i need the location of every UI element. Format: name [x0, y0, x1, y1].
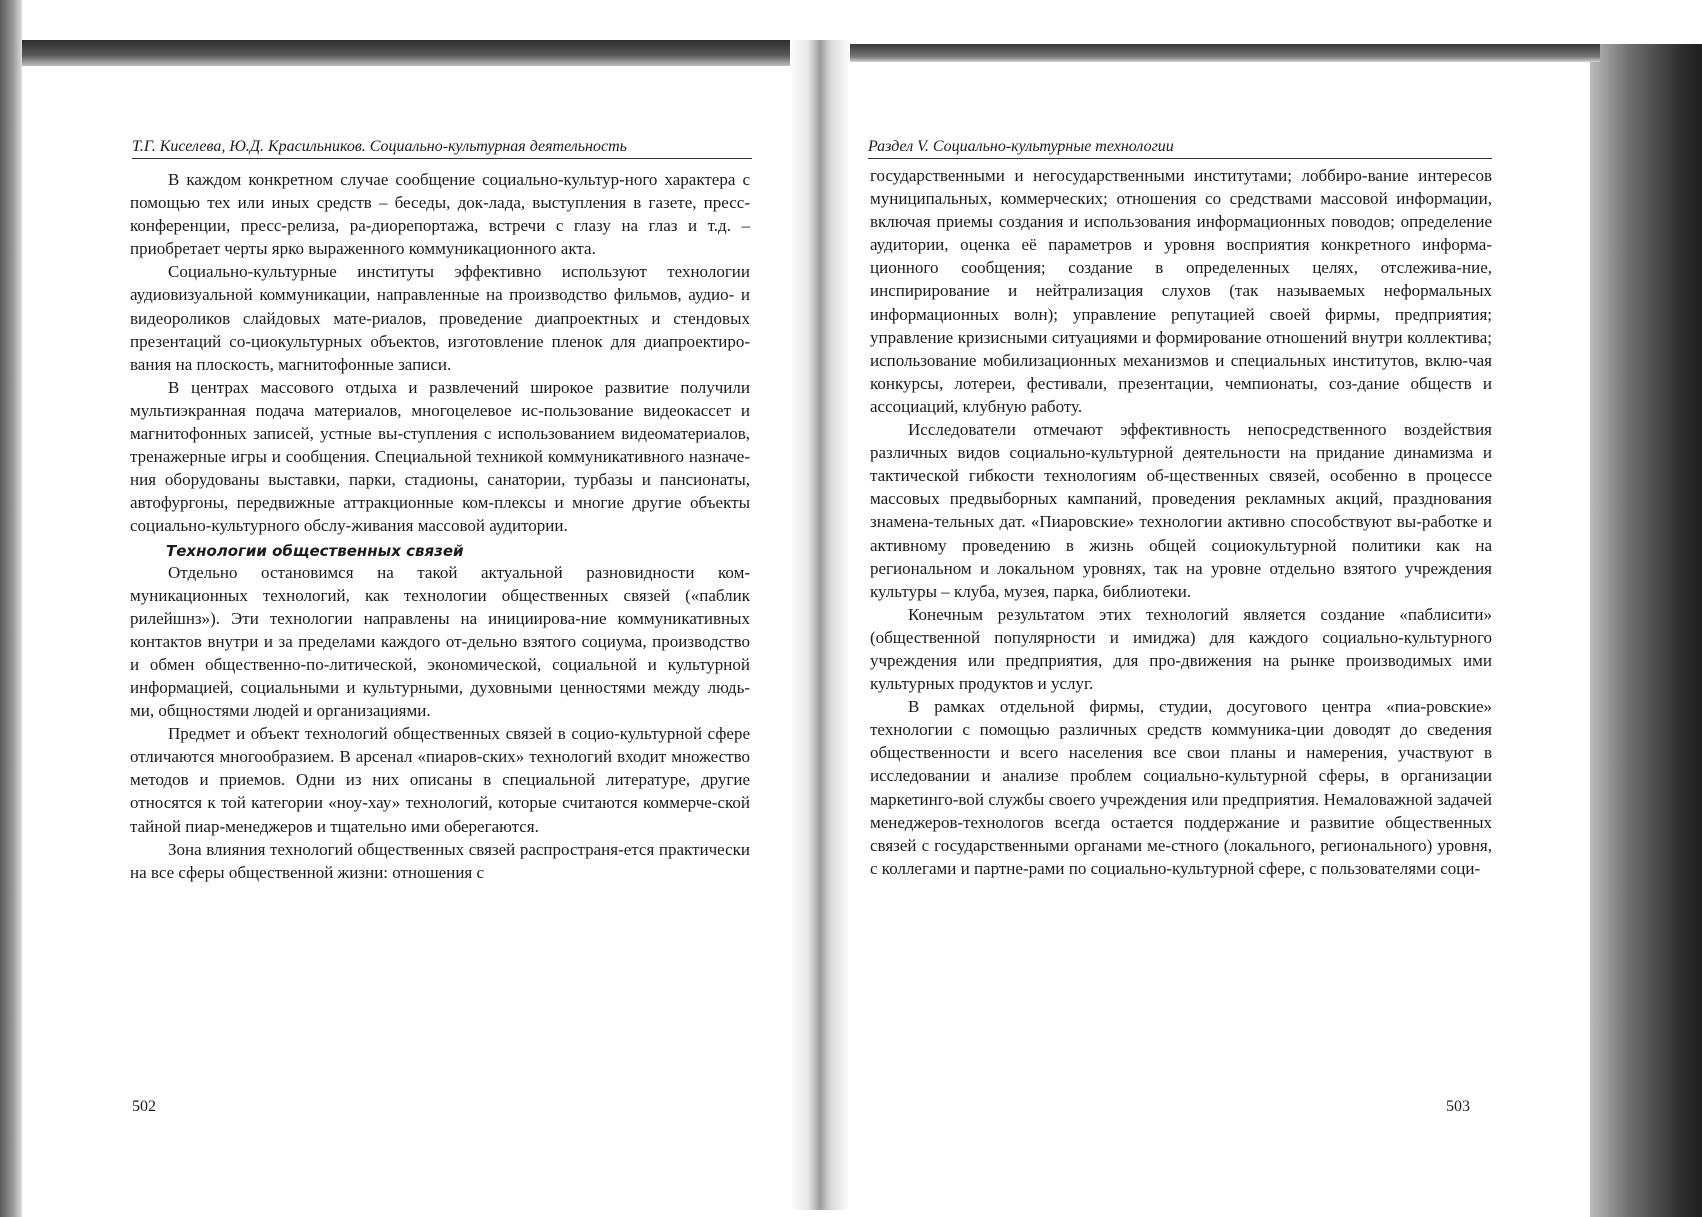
paragraph: Предмет и объект технологий общественных связей в социо-культурной сфере отличаются многообразием. В арсенал «пиаров-ских» технологий входит множество методов и приемов. Одни из них описаны в специальной литературе, другие относятся к той категории «ноу-хау» технологий, которые считаются коммерче-ской тайной пиар-менеджеров и тщательно ими оберегаются.	[130, 724, 750, 836]
background	[830, 0, 1702, 44]
page-edge-shadow	[0, 0, 22, 1217]
paragraph: государственными и негосударственными институтами; лоббиро-вание интересов муниципальных, коммерческих; отношения со средствами массовой информации, включая приемы создания и использования информационных поводов; определение аудитории, оценка её параметров и уровня восприятия конкретного информа-ционного сообщения; создание в определенных целях, отслежива-ние, инспирирование и нейтрализация слухов (так называемых неформальных информационных волн); управление репутацией своей фирмы, предприятия; управление кризисными ситуациями и формирование отношений внутри коллектива; использование мобилизационных механизмов и специальных институтов, вклю-чая конкурсы, лотереи, фестивали, презентации, чемпионаты, соз-дание обществ и ассоциаций, клубную работу.	[870, 166, 1492, 416]
paragraph: Исследователи отмечают эффективность непосредственного воздействия различных видов социально-культурной деятельности на придание динамизма и тактической гибкости технологиям об-щественных связей, особенно в процессе массовых предвыборных кампаний, проведения рекламных акций, празднования знамена-тельных дат. «Пиаровские» технологии активно способствуют вы-работке и активному проведению в жизнь общей социокультурной политики как на региональном и локальном уровнях, так на уровне отдельно взятого учреждения культуры – клуба, музея, парка, библиотеки.	[870, 420, 1492, 601]
paragraph: Отдельно остановимся на такой актуальной разновидности ком-муникационных технологий, как технологии общественных связей («паблик рилейшнз»). Эти технологии направлены на инициирова-ние коммуникативных контактов внутри и за пределами каждого от-дельно взятого социума, производство и обмен общественно-по-литической, экономической, социальной и культурной информацией, социальными и культурными, духовными ценностями между людь-ми, общностями людей и организациями.	[130, 562, 750, 721]
paragraph: В рамках отдельной фирмы, студии, досугового центра «пиа-ровские» технологии с помощью различных средств коммуника-ции доводят до сведения общественности и всего населения все свои планы и намерения, участвуют в исследовании и анализе проблем социально-культурной сферы, в организации маркетинго-вой службы своего учреждения или предприятия. Немаловажной задачей менеджеров-технологов всегда остается поддержание и развитие общественных связей с государственными органами ме-стного (локального, регионального) уровня, с коллегами и партне-рами по социально-культурной сфере, с пользователями соци-	[870, 697, 1492, 878]
body-text	[870, 164, 1492, 880]
page-number: 503	[1446, 1098, 1470, 1115]
paragraph: Социально-культурные институты эффективно используют технологии аудиовизуальной коммуникации, направленные на производство фильмов, аудио- и видеороликов слайдовых мате-риалов, проведение диапроектных и стендовых презентаций со-циокультурных объектов, изготовление пленок для диапроектиро-вания на плоскость, магнитофонные записи.	[130, 262, 750, 374]
paragraph: Зона влияния технологий общественных связей распространя-ется практически на все сферы общественной жизни: отношения с	[130, 839, 750, 882]
body-text	[130, 168, 750, 884]
paragraph: Конечным результатом этих технологий является создание «паблисити» (общественной популярности и имиджа) для каждого социально-культурного учреждения или предприятия, для про-движения на рынке производимых ими культурных продуктов и услуг.	[870, 604, 1492, 694]
paragraph: В центрах массового отдыха и развлечений широкое развитие получили мультиэкранная подача материалов, многоцелевое ис-пользование видеокассет и магнитофонных записей, устные вы-ступления с использованием видеоматериалов, тренажерные игры и сообщения. Специальной техникой коммуникативного назначе-ния оборудованы выставки, парки, стадионы, санатории, турбазы и пансионаты, автофургоны, передвижные аттракционные ком-плексы и многие другие объекты социально-культурного обслу-живания массовой аудитории.	[130, 377, 750, 536]
left-page	[22, 40, 802, 1210]
right-page	[846, 40, 1590, 1210]
book-cover-edge	[1590, 0, 1702, 1217]
running-head: Т.Г. Киселева, Ю.Д. Красильников. Социально-культурная деятельность	[132, 138, 752, 159]
running-head: Раздел V. Социально-культурные технологии	[868, 138, 1492, 159]
paragraph: В каждом конкретном случае сообщение социально-культур-ного характера с помощью тех или иных средств – беседы, док-лада, выступления в газете, пресс-конференции, пресс-релиза, ра-диорепортажа, встречи с глазу на глаз и т.д. – приобретает черты ярко выраженного коммуникационного акта.	[130, 170, 750, 259]
page-number: 502	[132, 1098, 156, 1115]
section-heading: Технологии общественных связей	[166, 541, 464, 560]
